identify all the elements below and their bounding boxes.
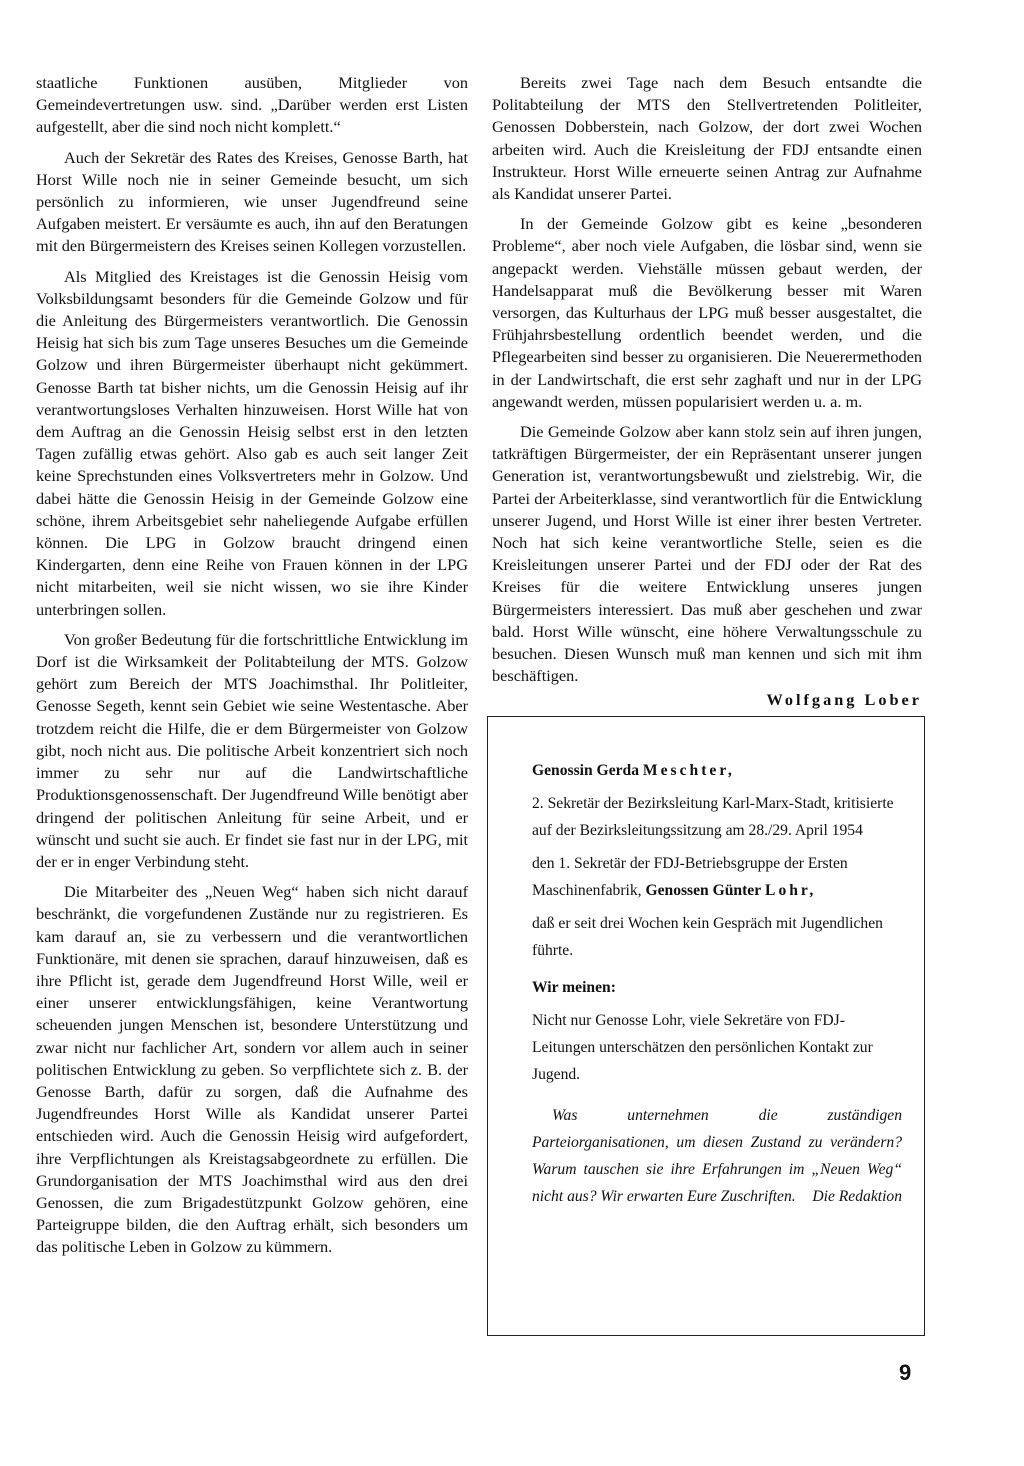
paragraph: Auch der Sekretär des Rates des Kreises, Genosse Barth, hat Horst Wille noch nie in seiner Gemeinde besucht, um sich persönlich zu informieren, wie unser Jugendfreund seine Aufgaben meistert. Er versäumte es auch, ihn auf den Beratungen mit den Bürgermeistern des Kreises seinen Kollegen vorzustellen. xyxy=(36,147,468,256)
box-line-target xyxy=(532,850,902,904)
page-number: 9 xyxy=(899,1360,912,1385)
author-signature: Wolfgang Lober xyxy=(766,690,922,710)
box-heading: Wir meinen: xyxy=(532,979,616,996)
target-name: Genossen Günter xyxy=(645,882,762,899)
paragraph: staatliche Funktionen ausüben, Mitglieder von Gemeindevertretungen usw. sind. „Darüber werden erst Listen aufgestellt, aber die sind noch nicht komplett.“ xyxy=(36,73,468,137)
name-prefix: Genossin Gerda xyxy=(532,762,640,779)
paragraph: Die Mitarbeiter des „Neuen Weg“ haben sich nicht darauf beschränkt, die vorgefundenen Zustände nur zu registrieren. Es kam darauf an, sie zu verbessern und die verantwortlichen Funktionäre, mit denen sie sprachen, darauf hinzuweisen, daß es ihre Pflicht ist, gerade dem Jugendfreund Horst Wille, weil er einer unserer entwicklungsfähigen, keine Verantwortung scheuenden jungen Menschen ist, besondere Unterstützung und zwar nicht nur fachlicher Art, sondern vor allem auch in seiner politischen Entwicklung zu geben. So verpflichtete sich z. B. der Genosse Barth, dafür zu sorgen, daß die Aufnahme des Jugendfreundes Horst Wille als Kandidat unserer Partei entschieden wird. Auch die Genossin Heisig wird aufgefordert, ihre Verpflichtungen als Kreistagsabgeordnete zu erfüllen. Die Grundorganisation der MTS Joachimsthal wird aus den drei Genossen, die zum Brigadestützpunkt Golzow gehören, eine Parteigruppe bilden, die den Auftrag erhält, sich besonders um das politische Leben in Golzow zu kümmern. xyxy=(36,882,468,1257)
box-line-reason: daß er seit drei Wochen kein Gespräch mit Jugendlichen führte. xyxy=(532,915,883,959)
left-text-column xyxy=(36,72,468,1267)
name-surname: Meschter, xyxy=(642,762,735,779)
box-line-criticism: 2. Sekretär der Bezirksleitung Karl-Marx-Stadt, kritisierte auf der Bezirksleitungssitzung am 28./29. April 1954 xyxy=(532,795,894,839)
editorial-box xyxy=(487,716,925,1336)
box-opinion: Nicht nur Genosse Lohr, viele Sekretäre von FDJ-Leitungen unterschätzen den persönlichen Kontakt zur Jugend. xyxy=(532,1012,873,1083)
box-person-name xyxy=(532,757,902,784)
paragraph: Als Mitglied des Kreistages ist die Genossin Heisig vom Volksbildungsamt besonders für die Gemeinde Golzow und für die Anleitung des Bürgermeisters verantwortlich. Die Genossin Heisig hat sich bis zum Tage unseres Besuches um die Gemeinde Golzow und ihren Bürgermeister überhaupt nicht gekümmert. Genosse Barth tat bisher nichts, um die Genossin Heisig auf ihr verantwortungsloses Verhalten hinzuweisen. Horst Wille hat von dem Auftrag an die Genossin Heisig selbst erst in den letzten Tagen zufällig etwas gehört. Also gab es auch seit langer Zeit keine Sprechstunden eines Volksvertreters mehr in Golzow. Und dabei hätte die Genossin Heisig in der Gemeinde Golzow eine schöne, ihrem Arbeitsgebiet sehr naheliegende Aufgabe erfüllen können. Die LPG in Golzow braucht dringend einen Kindergarten, denn eine Reihe von Frauen können in der LPG nicht mitarbeiten, weil sie nicht wissen, wo sie ihre Kinder unterbringen sollen. xyxy=(36,266,468,619)
paragraph: Von großer Bedeutung für die fortschrittliche Entwicklung im Dorf ist die Wirksamkeit der Politabteilung der MTS. Golzow gehört zum Bereich der MTS Joachimsthal. Ihr Politleiter, Genosse Segeth, kennt sein Gebiet wie seine Westentasche. Aber trotzdem reicht die Hilfe, die er dem Bürgermeister von Golzow gibt, noch nicht aus. Die politische Arbeit konzentriert sich noch immer zu sehr nur auf die Landwirtschaftliche Produktionsgenossenschaft. Der Jugendfreund Wille benötigt aber dringend der politischen Anleitung für seine Arbeit, und er wünscht und sucht sie auch. Er findet sie fast nur in der LPG, mit der er in enger Verbindung steht. xyxy=(36,629,468,871)
paragraph: Die Gemeinde Golzow aber kann stolz sein auf ihren jungen, tatkräftigen Bürgermeister, der ein Repräsentant unserer jungen Generation ist, verantwortungsbewußt und zielstrebig. Wir, die Partei der Arbeiterklasse, sind verantwortlich für die Entwicklung unserer Jugend, und Horst Wille ist einer ihrer besten Vertreter. Noch hat sich keine verantwortliche Stelle, seien es die Kreisleitungen unserer Partei und der FDJ oder der Rat des Kreises für die weitere Entwicklung unseres jungen Bürgermeisters interessiert. Das muß aber geschehen und zwar bald. Horst Wille wünscht, eine höhere Verwaltungsschule zu besuchen. Diesen Wunsch muß man kennen und sich mit ihm beschäftigen. xyxy=(492,422,922,686)
right-text-column xyxy=(492,72,922,712)
box-question: Was unternehmen die zuständigen Parteiorganisationen, um diesen Zustand zu verändern? Warum tauschen sie ihre Erfahrungen im „Neuen Weg“ nicht aus? Wir erwarten Eure Zuschriften. xyxy=(532,1107,902,1205)
paragraph: In der Gemeinde Golzow gibt es keine „besonderen Probleme“, aber noch viele Aufgaben, die lösbar sind, wenn sie angepackt werden. Viehställe müssen gebaut werden, der Handelsapparat muß die Bevölkerung besser mit Waren versorgen, das Kulturhaus der LPG muß besser ausgestaltet, die Frühjahrsbestellung ordentlich beendet werden, und die Pflegearbeiten sind besser zu organisieren. Die Neuerermethoden in der Landwirtschaft, die erst sehr zaghaft und nur in der LPG angewandt werden, müssen popularisiert werden u. a. m. xyxy=(492,214,922,411)
paragraph: Bereits zwei Tage nach dem Besuch entsandte die Politabteilung der MTS den Stellvertretenden Politleiter, Genossen Dobberstein, nach Golzow, der dort zwei Wochen arbeiten wird. Auch die Kreisleitung der FDJ entsandte einen Instrukteur. Horst Wille erneuerte seinen Antrag zur Aufnahme als Kandidat unserer Partei. xyxy=(492,73,922,204)
target-text: den 1. Sekretär der FDJ-Betriebsgruppe der Ersten Maschinenfabrik, xyxy=(532,855,848,899)
target-surname: Lohr, xyxy=(765,882,817,899)
box-editor: Die Redaktion xyxy=(812,1188,902,1205)
